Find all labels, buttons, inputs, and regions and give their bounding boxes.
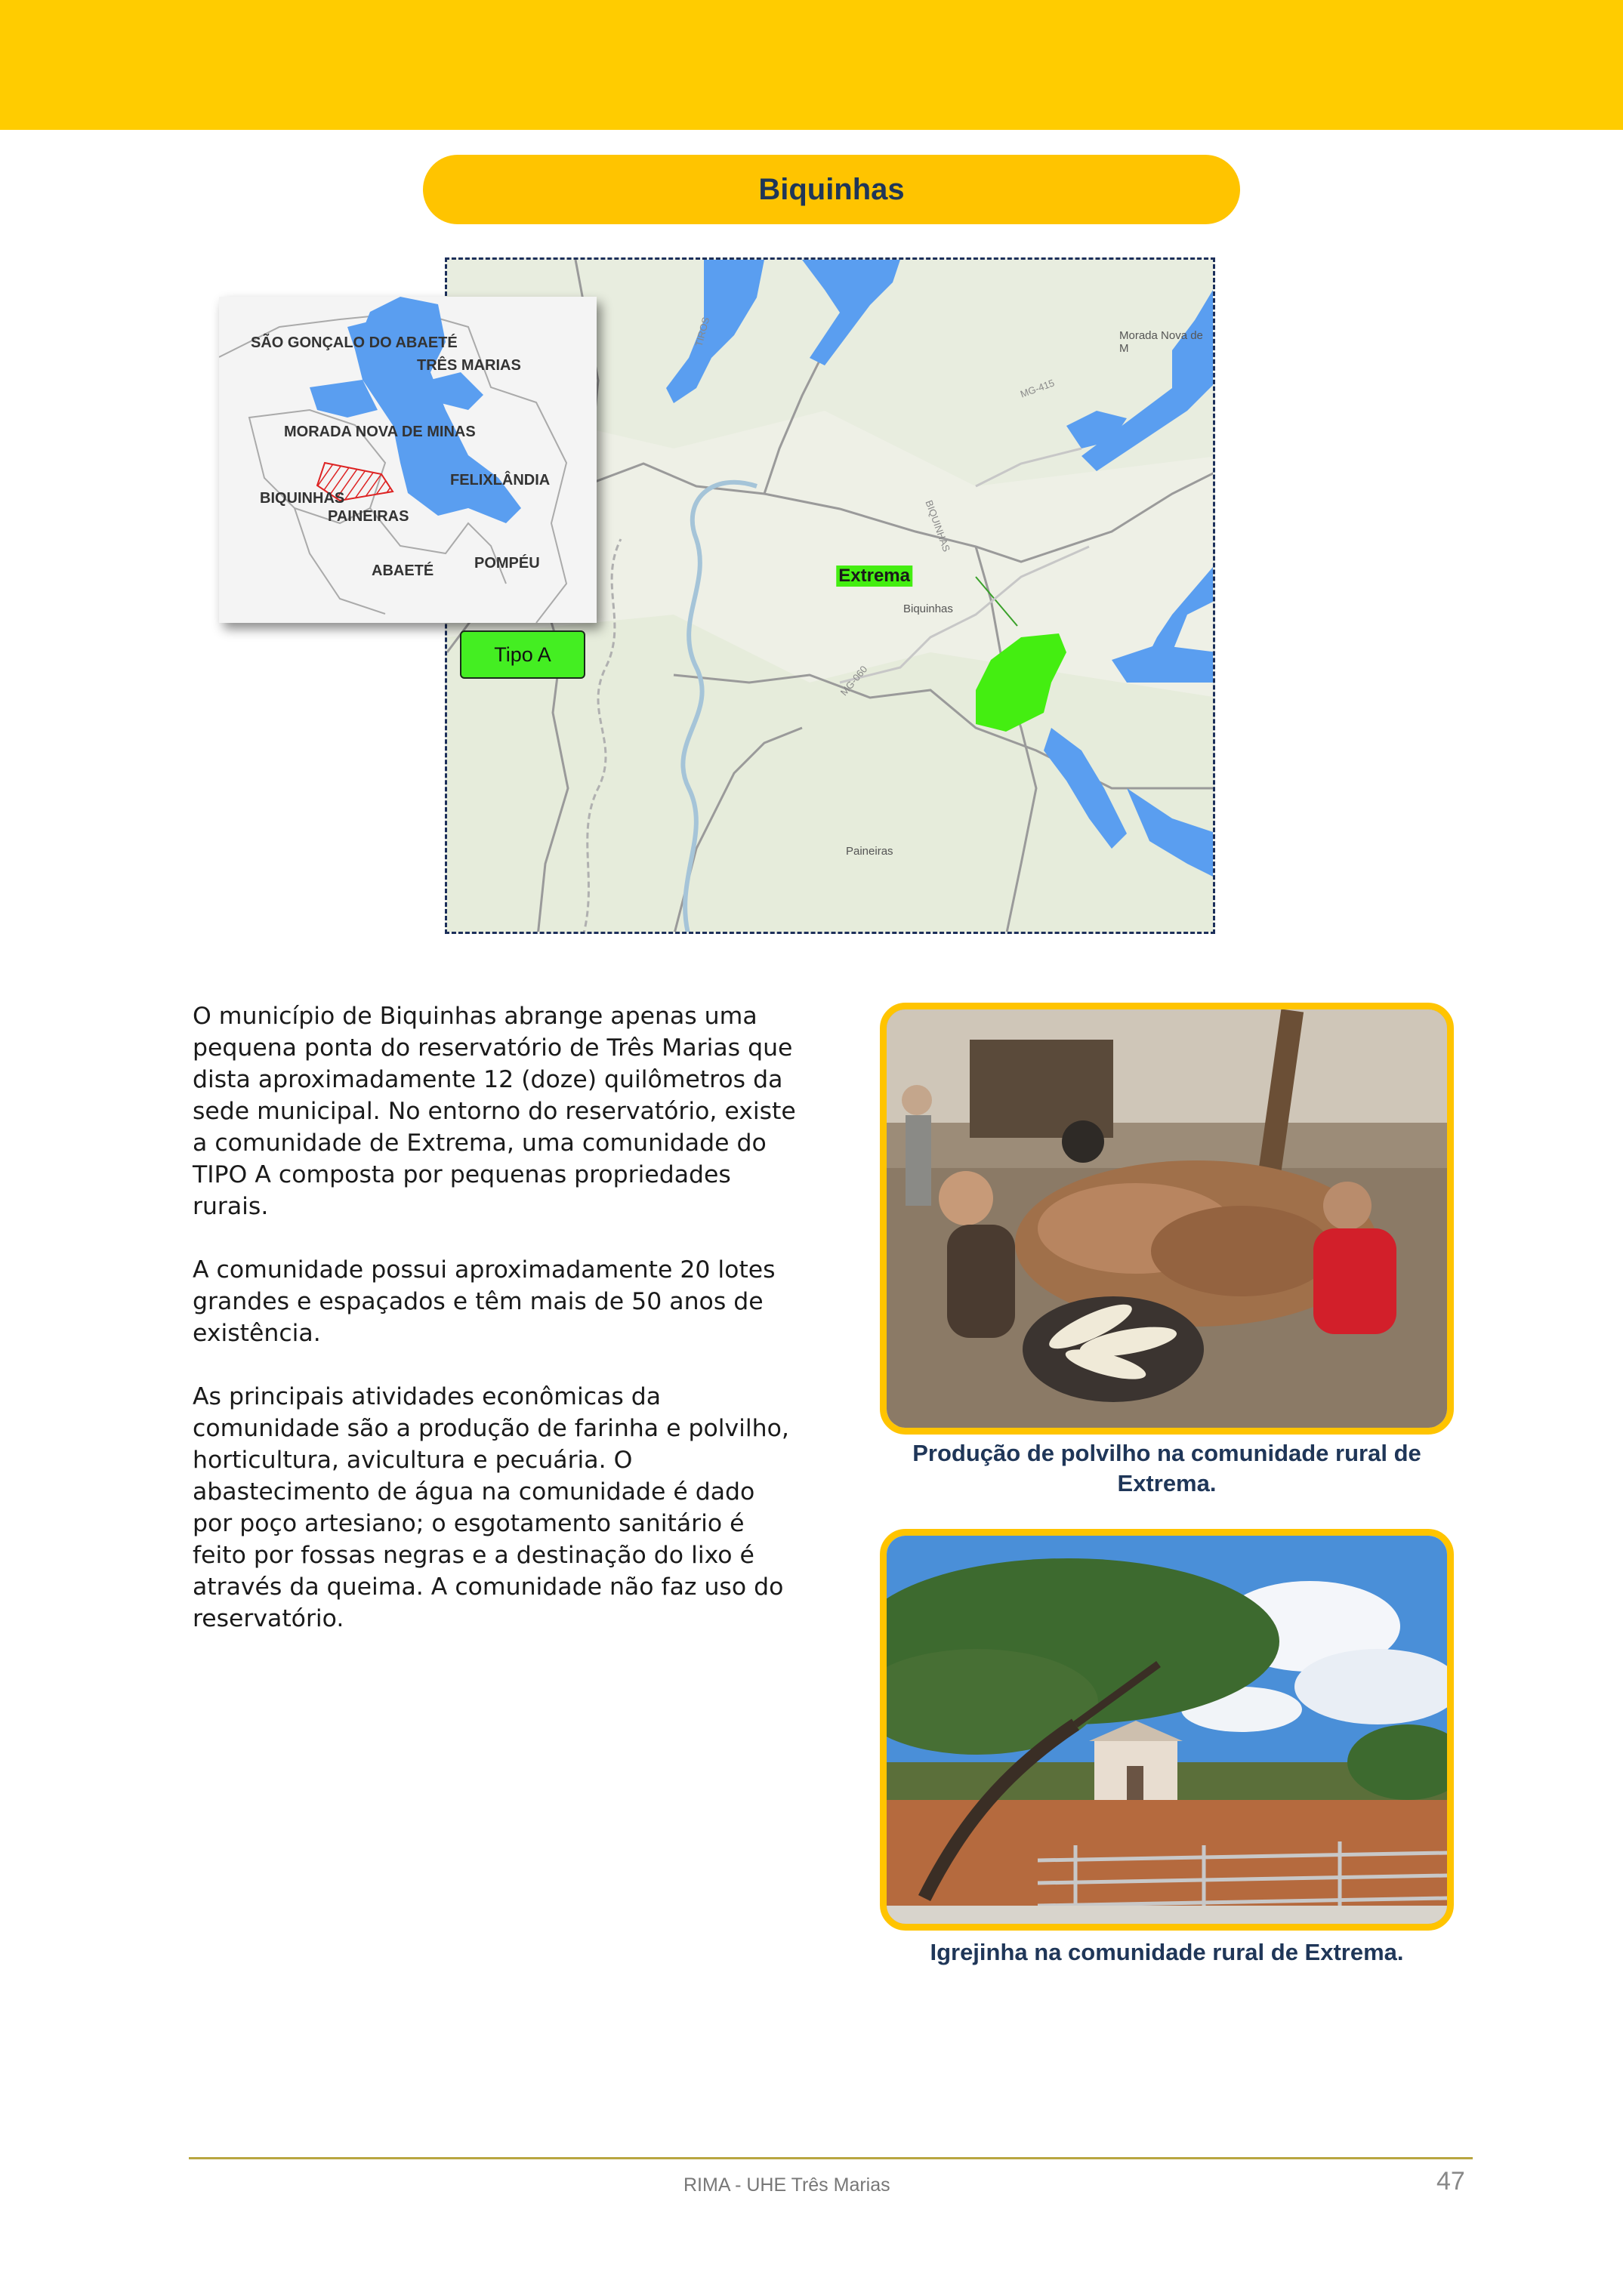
map-label-biquinhas-boundary: BIQUINHAS (923, 498, 953, 553)
community-type-badge: Tipo A (460, 630, 585, 679)
map-label-river-tiros: TIROS (693, 316, 712, 348)
section-title: Biquinhas (758, 172, 905, 206)
photo-polvilho-production (880, 1003, 1454, 1435)
map-label-road-mg415: MG-415 (1018, 377, 1057, 400)
map-label-road-mg060: MG-060 (838, 663, 870, 698)
paragraph-3: As principais atividades econômicas da comunidade são a produção de farinha e polvilho, horticultura, avicultura e pecuária. O abastecimento de água na comunidade é dado por poço artesiano; o esgotamento sanitário é feito por fossas negras e a destinação do lixo é através da queima. A comunidade não faz uso do reservatório. (193, 1383, 789, 1632)
photo-polvilho-image (887, 1009, 1447, 1428)
photo-igrejinha-image (887, 1536, 1447, 1924)
inset-label-morada-nova: MORADA NOVA DE MINAS (284, 424, 476, 440)
map-label-paineiras: Paineiras (846, 845, 893, 858)
inset-label-tres-marias: TRÊS MARIAS (417, 357, 521, 374)
inset-locator-map (219, 297, 597, 623)
paragraph-1: O município de Biquinhas abrange apenas uma pequena ponta do reservatório de Três Marias que dista aproximadamente 12 (doze) quilômetros da sede municipal. No entorno do reservatório, existe a comunidade de Extrema, uma comunidade do TIPO A composta por pequenas propriedades rurais. (193, 1003, 796, 1220)
page-number: 47 (1436, 2167, 1465, 2196)
inset-label-biquinhas: BIQUINHAS (260, 490, 345, 507)
section-title-pill (423, 155, 1240, 224)
inset-label-felixlandia: FELIXLÂNDIA (450, 472, 551, 488)
photo2-caption: Igrejinha na comunidade rural de Extrema. (930, 1939, 1404, 1965)
header-bar (0, 0, 1623, 130)
map-label-biquinhas: Biquinhas (903, 603, 953, 615)
map-label-morada-nova: Morada Nova de M (1119, 329, 1203, 355)
inset-label-abaete: ABAETÉ (372, 562, 434, 579)
footer-divider (189, 2157, 1473, 2159)
community-label-extrema: Extrema (836, 566, 912, 587)
inset-label-paineiras: PAINEIRAS (328, 508, 409, 525)
photo-igrejinha (880, 1529, 1454, 1931)
photo1-caption: Produção de polvilho na comunidade rural de Extrema. (912, 1440, 1421, 1496)
body-text (193, 1000, 797, 1666)
paragraph-2: A comunidade possui aproximadamente 20 lotes grandes e espaçados e têm mais de 50 anos de existência. (193, 1256, 776, 1347)
inset-label-pompeu: POMPÉU (474, 555, 540, 572)
inset-label-sao-goncalo: SÃO GONÇALO DO ABAETÉ (251, 334, 458, 351)
footer-title: RIMA - UHE Três Marias (683, 2174, 890, 2196)
